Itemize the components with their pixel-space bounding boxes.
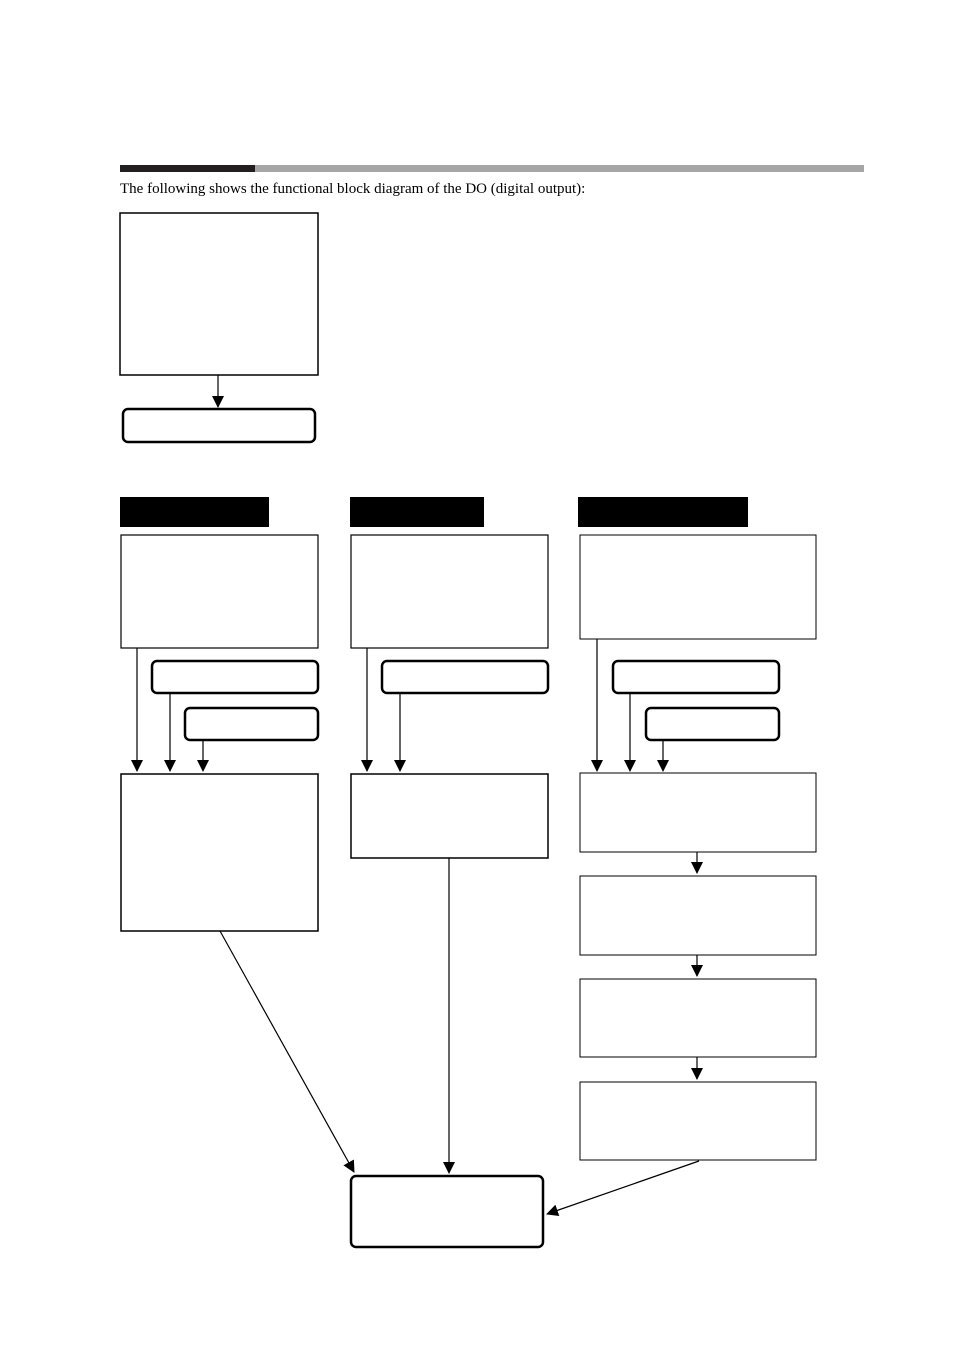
output-block	[351, 1176, 543, 1247]
top-source-block	[120, 213, 318, 375]
col1-process-block	[121, 774, 318, 931]
col3-setting-block-a	[613, 661, 779, 693]
col3-process-block-4	[580, 1082, 816, 1160]
col3-to-output-arrow	[547, 1161, 699, 1214]
col3-source-block	[580, 535, 816, 639]
mode-header-3	[578, 497, 748, 527]
col3-setting-block-b	[646, 708, 779, 740]
col1-to-output-arrow	[220, 931, 354, 1172]
col1-setting-block-b	[185, 708, 318, 740]
mode-header-1	[120, 497, 269, 527]
col1-setting-block-a	[152, 661, 318, 693]
col2-source-block	[351, 535, 548, 648]
col3-process-block-2	[580, 876, 816, 955]
col3-process-block-1	[580, 773, 816, 852]
col2-process-block	[351, 774, 548, 858]
col1-source-block	[121, 535, 318, 648]
col2-setting-block	[382, 661, 548, 693]
col3-process-block-3	[580, 979, 816, 1057]
mode-header-2	[350, 497, 484, 527]
intro-text: The following shows the functional block diagram of the DO (digital output):	[120, 181, 586, 197]
top-setting-block	[123, 409, 315, 442]
